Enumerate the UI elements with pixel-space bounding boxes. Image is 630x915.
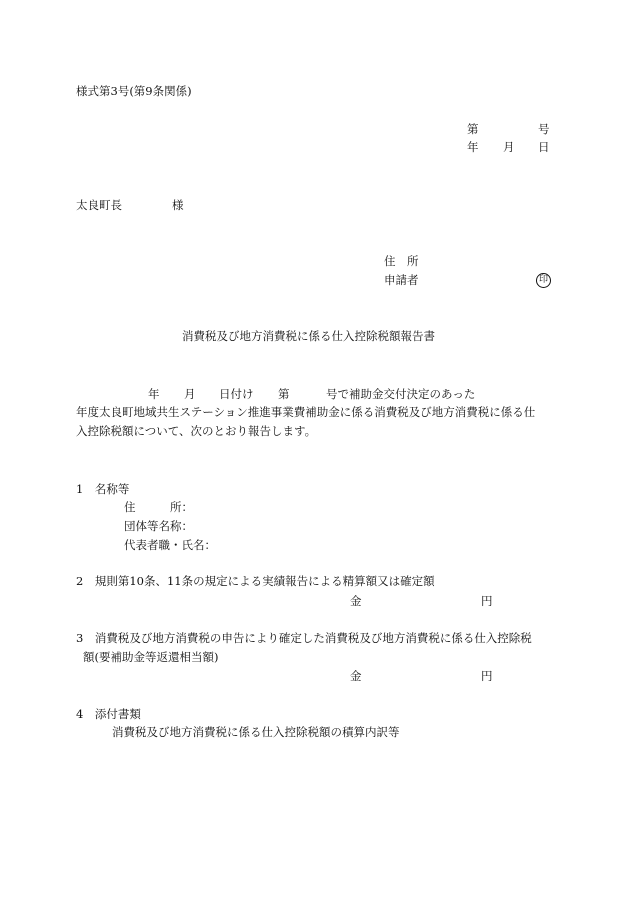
intro-line1-dai: 第: [278, 387, 290, 401]
section2-kin: 金: [350, 594, 362, 608]
intro-line3: 入控除税額について、次のとおり報告します。: [76, 424, 317, 438]
intro-line1-rest: 号で補助金交付決定のあった: [326, 387, 476, 401]
intro-line1-year: 年: [148, 387, 160, 401]
section4-heading: 4 添付書類: [76, 707, 141, 721]
section3-kin: 金: [350, 669, 362, 683]
section1-heading: 1 名称等: [76, 482, 130, 496]
seal-mark: 印: [536, 273, 551, 288]
section4-item: 消費税及び地方消費税に係る仕入控除税額の積算内訳等: [112, 725, 400, 739]
form-number: 様式第3号(第9条関係): [76, 84, 192, 98]
applicant-label: 申請者: [384, 273, 419, 287]
section2-en: 円: [481, 594, 493, 608]
section2-heading: 2 規則第10条、11条の規定による実績報告による精算額又は確定額: [76, 574, 435, 588]
section3-heading-cont: 額(要補助金等返還相当額): [83, 650, 219, 664]
intro-line1-month: 月: [184, 387, 196, 401]
header-number-dai: 第: [467, 122, 479, 136]
intro-line2: 年度太良町地域共生ステーション推進事業費補助金に係る消費税及び地方消費税に係る仕: [76, 405, 536, 419]
section3-heading: 3 消費税及び地方消費税の申告により確定した消費税及び地方消費税に係る仕入控除税: [76, 631, 532, 645]
addressee-sama: 様: [172, 198, 184, 212]
header-date-month: 月: [503, 140, 515, 154]
addressee-name: 太良町長: [76, 198, 122, 212]
intro-line1-date: 日付け: [219, 387, 254, 401]
section1-representative: 代表者職・氏名：: [124, 538, 216, 552]
section3-en: 円: [481, 669, 493, 683]
header-date-year: 年: [467, 140, 479, 154]
header-date-day: 日: [538, 140, 550, 154]
applicant-address-label: 住 所: [384, 254, 419, 268]
header-number-go: 号: [538, 122, 550, 136]
document-title: 消費税及び地方消費税に係る仕入控除税額報告書: [182, 329, 435, 343]
section1-org-name: 団体等名称：: [124, 519, 193, 533]
section1-address: 住 所：: [124, 500, 193, 514]
